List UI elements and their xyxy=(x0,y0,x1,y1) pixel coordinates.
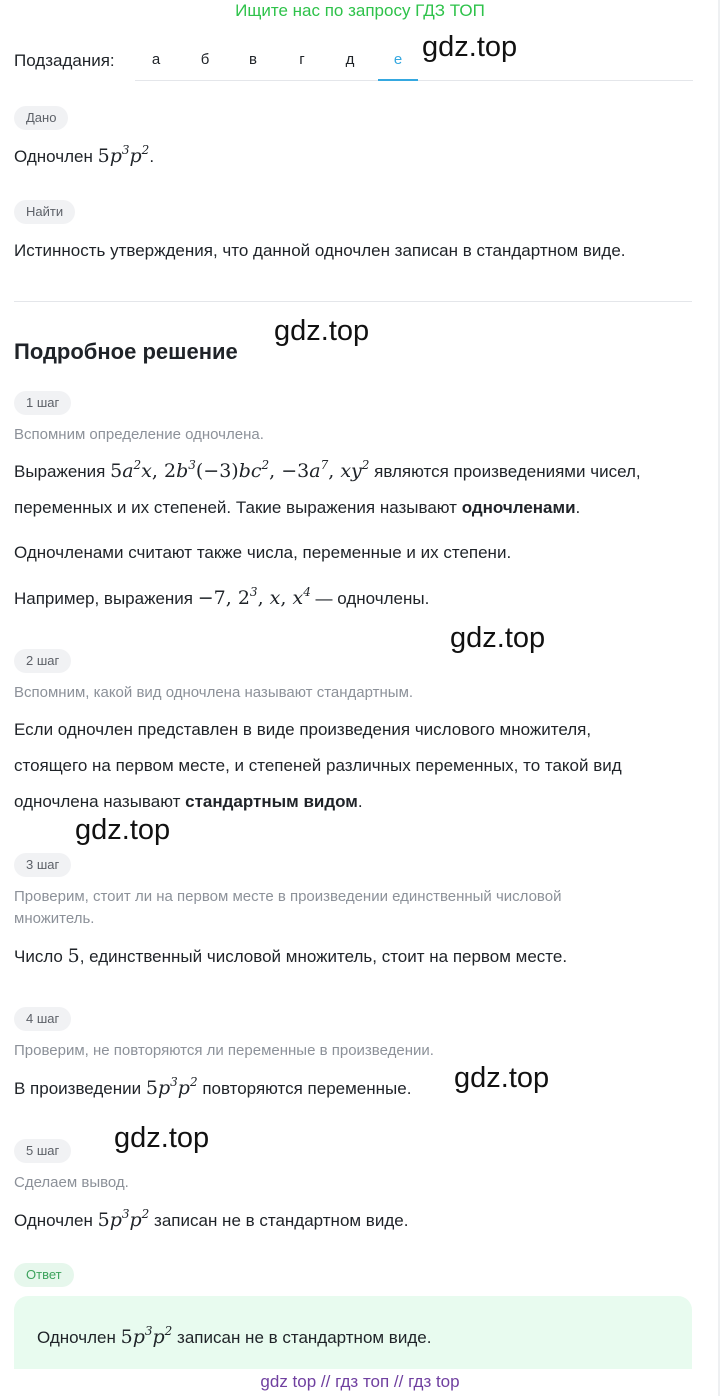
search-banner: Ищите нас по запросу ГДЗ ТОП xyxy=(235,1,485,20)
step-2-hint: Вспомним, какой вид одночлена называют стандартным. xyxy=(14,684,414,701)
step-1-hint: Вспомним определение одночлена. xyxy=(14,426,264,443)
tab-e[interactable]: е xyxy=(378,40,418,81)
step-1-line-4: Например, выражения −7, $2^3$, x, $x^4$ — одночлены. xyxy=(14,585,430,609)
monomial-formula: $5p^3p^2$ xyxy=(97,1207,150,1231)
answer-chip: Ответ xyxy=(14,1263,74,1287)
monomial-formula: $5p^3p^2$ xyxy=(145,1075,198,1099)
subtasks-label: Подзадания: xyxy=(14,51,115,70)
tab-a[interactable]: а xyxy=(151,51,161,68)
expressions-formula: $5a^2x$, $2b^3(-3)bc^2$, $-3a^7$, $xy^2$ xyxy=(110,458,370,482)
number-formula: 5 xyxy=(67,945,80,967)
given-text: Одночлен $5p^3p^2$. xyxy=(14,143,155,167)
tab-v[interactable]: в xyxy=(249,51,257,68)
tab-b[interactable]: б xyxy=(200,51,210,68)
find-text: Истинность утверждения, что данной одночлен записан в стандартном виде. xyxy=(14,241,626,260)
watermark: gdz.top xyxy=(274,315,370,347)
watermark: gdz.top xyxy=(114,1122,210,1154)
divider xyxy=(14,301,692,302)
step-3-chip: 3 шаг xyxy=(14,853,71,877)
step-3-hint-1: Проверим, стоит ли на первом месте в произведении единственный числовой xyxy=(14,888,562,905)
step-2-chip: 2 шаг xyxy=(14,649,71,673)
step-5-line-1: Одночлен $5p^3p^2$ записан не в стандартном виде. xyxy=(14,1207,409,1231)
watermark: gdz.top xyxy=(450,622,546,654)
find-chip: Найти xyxy=(14,200,75,224)
step-3-hint-2: множитель. xyxy=(14,910,95,927)
step-1-line-1: Выражения $5a^2x$, $2b^3(-3)bc^2$, $-3a^7$, $xy^2$ являются произведениями чисел, xyxy=(14,458,641,482)
tab-g[interactable]: г xyxy=(299,51,305,68)
given-chip: Дано xyxy=(14,106,68,130)
step-2-line-2: стоящего на первом месте, и степеней различных переменных, то такой вид xyxy=(14,756,622,775)
subtasks-tabs xyxy=(135,40,693,81)
step-1-line-2: переменных и их степеней. Такие выражения называют одночленами. xyxy=(14,498,581,517)
monomial-formula: $5p^3p^2$ xyxy=(120,1324,173,1348)
step-2-line-1: Если одночлен представлен в виде произведения числового множителя, xyxy=(14,720,592,739)
footer-links: gdz top // гдз топ // гдз top xyxy=(0,1369,720,1396)
tab-d[interactable]: д xyxy=(345,51,355,68)
step-4-chip: 4 шаг xyxy=(14,1007,71,1031)
step-5-hint: Сделаем вывод. xyxy=(14,1174,129,1191)
step-5-chip: 5 шаг xyxy=(14,1139,71,1163)
step-2-line-3: одночлена называют стандартным видом. xyxy=(14,792,363,811)
examples-formula: −7, $2^3$, x, $x^4$ xyxy=(197,585,311,609)
watermark: gdz.top xyxy=(454,1062,550,1094)
step-4-hint: Проверим, не повторяются ли переменные в произведении. xyxy=(14,1042,434,1059)
watermark: gdz.top xyxy=(422,31,518,63)
solution-title: Подробное решение xyxy=(14,339,238,364)
step-1-line-3: Одночленами считают также числа, переменные и их степени. xyxy=(14,543,512,562)
watermark: gdz.top xyxy=(75,814,171,846)
answer-text: Одночлен $5p^3p^2$ записан не в стандартном виде. xyxy=(37,1324,432,1348)
step-4-line-1: В произведении $5p^3p^2$ повторяются переменные. xyxy=(14,1075,412,1099)
monomial-formula: $5p^3p^2$ xyxy=(97,143,150,167)
step-3-line-1: Число 5, единственный числовой множитель, стоит на первом месте. xyxy=(14,945,568,967)
step-1-chip: 1 шаг xyxy=(14,391,71,415)
